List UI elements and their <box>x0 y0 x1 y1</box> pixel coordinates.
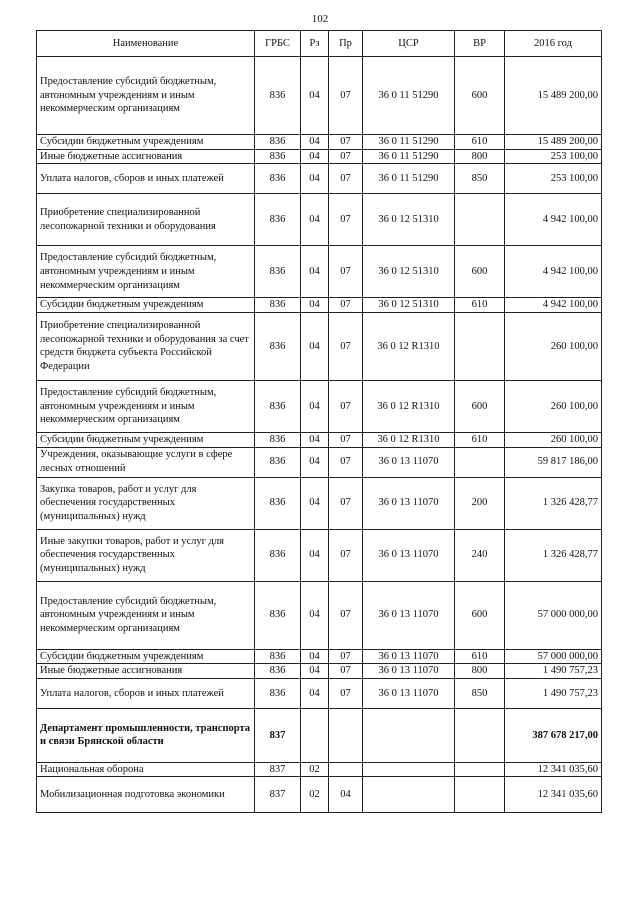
cell-csr: 36 0 13 11070 <box>363 477 455 529</box>
cell-amount: 253 100,00 <box>505 149 602 164</box>
cell-rz: 04 <box>301 135 329 150</box>
table-row <box>37 298 602 313</box>
cell-amount: 12 341 035,60 <box>505 777 602 813</box>
cell-vr: 850 <box>455 164 505 194</box>
cell-vr: 600 <box>455 57 505 135</box>
cell-amount: 1 490 757,23 <box>505 678 602 708</box>
cell-amount: 4 942 100,00 <box>505 298 602 313</box>
table-row <box>37 678 602 708</box>
cell-name: Субсидии бюджетным учреждениям <box>37 298 255 313</box>
col-header-grbs: ГРБС <box>255 31 301 57</box>
col-header-year: 2016 год <box>505 31 602 57</box>
cell-amount: 260 100,00 <box>505 312 602 380</box>
cell-name: Предоставление субсидий бюджетным, автономным учреждениям и иным некоммерческим организациям <box>37 57 255 135</box>
cell-grbs: 836 <box>255 477 301 529</box>
cell-rz: 04 <box>301 298 329 313</box>
cell-amount: 12 341 035,60 <box>505 762 602 777</box>
cell-pr: 07 <box>329 432 363 447</box>
cell-grbs: 836 <box>255 164 301 194</box>
cell-name: Субсидии бюджетным учреждениям <box>37 432 255 447</box>
cell-csr: 36 0 12 51310 <box>363 298 455 313</box>
cell-amount: 260 100,00 <box>505 380 602 432</box>
cell-csr: 36 0 11 51290 <box>363 164 455 194</box>
cell-pr: 07 <box>329 164 363 194</box>
col-header-csr: ЦСР <box>363 31 455 57</box>
cell-vr: 800 <box>455 664 505 679</box>
cell-grbs: 837 <box>255 777 301 813</box>
cell-name: Национальная оборона <box>37 762 255 777</box>
table-row <box>37 762 602 777</box>
table-header <box>37 31 602 57</box>
cell-grbs: 836 <box>255 194 301 246</box>
cell-pr: 07 <box>329 529 363 581</box>
cell-rz: 04 <box>301 581 329 649</box>
cell-amount: 15 489 200,00 <box>505 135 602 150</box>
table-row <box>37 312 602 380</box>
table-row <box>37 581 602 649</box>
cell-name: Предоставление субсидий бюджетным, автономным учреждениям и иным некоммерческим организациям <box>37 246 255 298</box>
table-row <box>37 777 602 813</box>
cell-pr: 07 <box>329 664 363 679</box>
cell-vr: 600 <box>455 380 505 432</box>
cell-grbs: 836 <box>255 581 301 649</box>
cell-vr <box>455 777 505 813</box>
cell-amount: 4 942 100,00 <box>505 194 602 246</box>
cell-rz: 04 <box>301 149 329 164</box>
col-header-vr: ВР <box>455 31 505 57</box>
cell-csr: 36 0 12 R1310 <box>363 380 455 432</box>
cell-grbs: 836 <box>255 678 301 708</box>
table-row <box>37 649 602 664</box>
table-row <box>37 447 602 477</box>
cell-name: Уплата налогов, сборов и иных платежей <box>37 164 255 194</box>
cell-csr: 36 0 13 11070 <box>363 664 455 679</box>
cell-rz: 04 <box>301 649 329 664</box>
cell-rz: 04 <box>301 529 329 581</box>
cell-grbs: 837 <box>255 762 301 777</box>
col-header-pr: Пр <box>329 31 363 57</box>
cell-vr: 610 <box>455 135 505 150</box>
budget-table <box>36 30 602 813</box>
page-number: 102 <box>311 13 329 25</box>
cell-csr: 36 0 13 11070 <box>363 529 455 581</box>
cell-amount: 59 817 186,00 <box>505 447 602 477</box>
cell-pr <box>329 708 363 762</box>
cell-pr: 07 <box>329 298 363 313</box>
cell-pr: 07 <box>329 194 363 246</box>
cell-name: Приобретение специализированной лесопожарной техники и оборудования за счет средств бюджета субъекта Российской Федерации <box>37 312 255 380</box>
cell-pr: 07 <box>329 649 363 664</box>
cell-vr: 800 <box>455 149 505 164</box>
cell-vr <box>455 194 505 246</box>
cell-rz: 04 <box>301 57 329 135</box>
cell-grbs: 837 <box>255 708 301 762</box>
cell-vr: 610 <box>455 432 505 447</box>
table-row <box>37 246 602 298</box>
table-row <box>37 57 602 135</box>
cell-name: Предоставление субсидий бюджетным, автономным учреждениям и иным некоммерческим организациям <box>37 380 255 432</box>
cell-csr <box>363 708 455 762</box>
cell-rz: 04 <box>301 432 329 447</box>
cell-grbs: 836 <box>255 447 301 477</box>
cell-amount: 1 326 428,77 <box>505 477 602 529</box>
cell-grbs: 836 <box>255 149 301 164</box>
cell-name: Закупка товаров, работ и услуг для обеспечения государственных (муниципальных) нужд <box>37 477 255 529</box>
cell-vr: 240 <box>455 529 505 581</box>
cell-pr <box>329 762 363 777</box>
cell-pr: 07 <box>329 447 363 477</box>
cell-csr: 36 0 12 R1310 <box>363 432 455 447</box>
cell-name: Субсидии бюджетным учреждениям <box>37 135 255 150</box>
cell-rz: 04 <box>301 477 329 529</box>
cell-name: Департамент промышленности, транспорта и связи Брянской области <box>37 708 255 762</box>
cell-rz: 04 <box>301 380 329 432</box>
cell-name: Учреждения, оказывающие услуги в сфере лесных отношений <box>37 447 255 477</box>
cell-csr: 36 0 12 51310 <box>363 194 455 246</box>
cell-rz: 02 <box>301 777 329 813</box>
table-row <box>37 477 602 529</box>
cell-csr: 36 0 12 51310 <box>363 246 455 298</box>
cell-amount: 1 326 428,77 <box>505 529 602 581</box>
cell-grbs: 836 <box>255 664 301 679</box>
cell-rz: 04 <box>301 447 329 477</box>
cell-name: Мобилизационная подготовка экономики <box>37 777 255 813</box>
cell-csr: 36 0 13 11070 <box>363 649 455 664</box>
cell-rz <box>301 708 329 762</box>
col-header-name: Наименование <box>37 31 255 57</box>
cell-vr <box>455 708 505 762</box>
table-row <box>37 164 602 194</box>
cell-pr: 07 <box>329 57 363 135</box>
cell-grbs: 836 <box>255 649 301 664</box>
cell-pr: 04 <box>329 777 363 813</box>
cell-name: Уплата налогов, сборов и иных платежей <box>37 678 255 708</box>
cell-grbs: 836 <box>255 135 301 150</box>
cell-name: Иные бюджетные ассигнования <box>37 664 255 679</box>
cell-pr: 07 <box>329 135 363 150</box>
cell-vr <box>455 312 505 380</box>
cell-vr: 600 <box>455 246 505 298</box>
cell-pr: 07 <box>329 312 363 380</box>
cell-name: Предоставление субсидий бюджетным, автономным учреждениям и иным некоммерческим организациям <box>37 581 255 649</box>
table-row <box>37 529 602 581</box>
cell-amount: 253 100,00 <box>505 164 602 194</box>
cell-name: Иные бюджетные ассигнования <box>37 149 255 164</box>
cell-pr: 07 <box>329 581 363 649</box>
cell-amount: 57 000 000,00 <box>505 581 602 649</box>
cell-rz: 02 <box>301 762 329 777</box>
cell-vr: 610 <box>455 649 505 664</box>
cell-csr: 36 0 13 11070 <box>363 447 455 477</box>
cell-grbs: 836 <box>255 312 301 380</box>
cell-csr <box>363 777 455 813</box>
cell-grbs: 836 <box>255 432 301 447</box>
cell-amount: 260 100,00 <box>505 432 602 447</box>
cell-rz: 04 <box>301 664 329 679</box>
table-row <box>37 432 602 447</box>
cell-vr: 850 <box>455 678 505 708</box>
cell-grbs: 836 <box>255 380 301 432</box>
cell-amount: 387 678 217,00 <box>505 708 602 762</box>
cell-csr: 36 0 11 51290 <box>363 57 455 135</box>
cell-rz: 04 <box>301 246 329 298</box>
table-row <box>37 664 602 679</box>
cell-name: Субсидии бюджетным учреждениям <box>37 649 255 664</box>
cell-pr: 07 <box>329 149 363 164</box>
cell-name: Приобретение специализированной лесопожарной техники и оборудования <box>37 194 255 246</box>
cell-rz: 04 <box>301 164 329 194</box>
cell-pr: 07 <box>329 380 363 432</box>
cell-pr: 07 <box>329 678 363 708</box>
cell-vr: 610 <box>455 298 505 313</box>
cell-vr: 600 <box>455 581 505 649</box>
cell-csr: 36 0 12 R1310 <box>363 312 455 380</box>
cell-rz: 04 <box>301 312 329 380</box>
cell-rz: 04 <box>301 194 329 246</box>
cell-amount: 15 489 200,00 <box>505 57 602 135</box>
cell-vr <box>455 447 505 477</box>
cell-name: Иные закупки товаров, работ и услуг для обеспечения государственных (муниципальных) нужд <box>37 529 255 581</box>
cell-grbs: 836 <box>255 298 301 313</box>
cell-csr: 36 0 11 51290 <box>363 149 455 164</box>
cell-pr: 07 <box>329 477 363 529</box>
table-row <box>37 708 602 762</box>
cell-csr: 36 0 13 11070 <box>363 678 455 708</box>
cell-amount: 57 000 000,00 <box>505 649 602 664</box>
table-row <box>37 380 602 432</box>
cell-grbs: 836 <box>255 529 301 581</box>
cell-vr: 200 <box>455 477 505 529</box>
cell-grbs: 836 <box>255 246 301 298</box>
table-row <box>37 149 602 164</box>
cell-rz: 04 <box>301 678 329 708</box>
cell-csr: 36 0 13 11070 <box>363 581 455 649</box>
col-header-rz: Рз <box>301 31 329 57</box>
cell-amount: 4 942 100,00 <box>505 246 602 298</box>
cell-pr: 07 <box>329 246 363 298</box>
table-row <box>37 194 602 246</box>
cell-csr <box>363 762 455 777</box>
cell-grbs: 836 <box>255 57 301 135</box>
cell-csr: 36 0 11 51290 <box>363 135 455 150</box>
table-row <box>37 135 602 150</box>
cell-vr <box>455 762 505 777</box>
cell-amount: 1 490 757,23 <box>505 664 602 679</box>
